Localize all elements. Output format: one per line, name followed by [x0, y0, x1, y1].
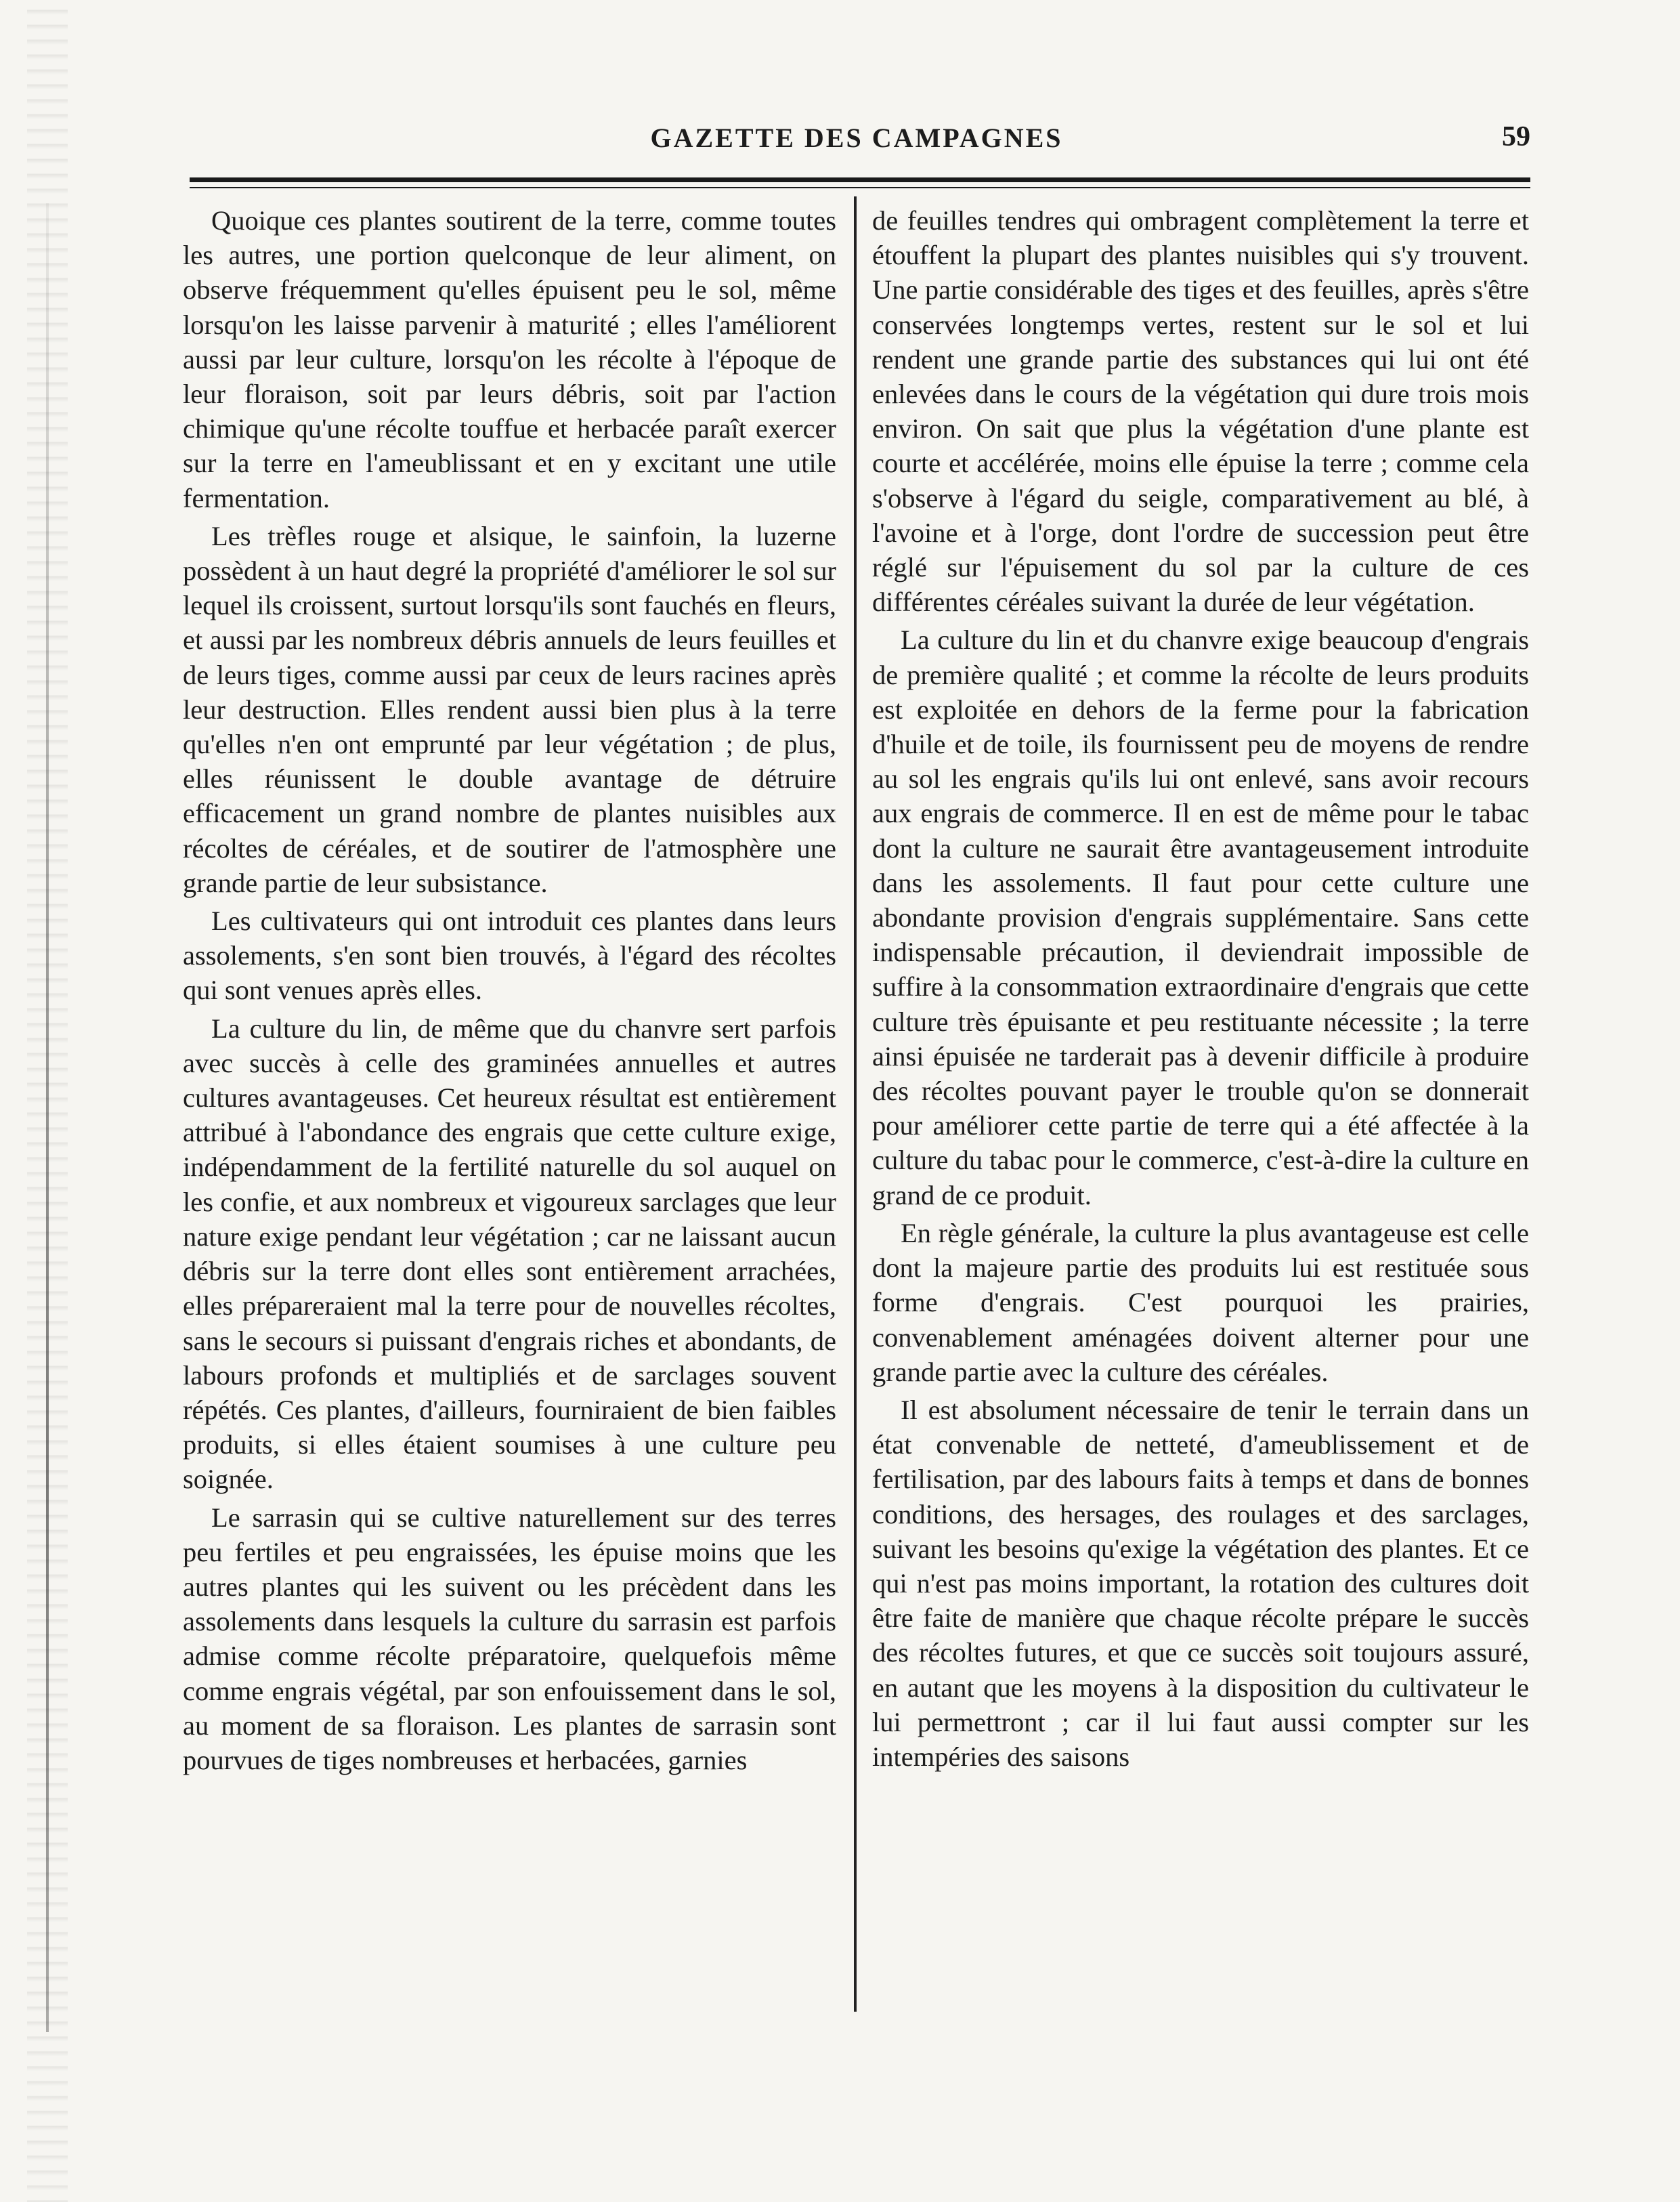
column-separator [854, 196, 857, 2012]
header-rule-thin [190, 187, 1530, 188]
paragraph: Il est absolument nécessaire de tenir le terrain dans un état convenable de netteté, d'ameublissement et de fertilisation, par des labours faits à temps et dans de bonnes conditions, des hersages, des roulages et des sarclages, suivant les besoins qu'exige la végétation des plantes. Et ce qui n'est pas moins important, la rotation des cultures doit être faite de manière que chaque récolte prépare le succès des récoltes futures, et que ce succès soit toujours assuré, en autant que les moyens à la disposition du cultivateur le lui permettront ; car il lui faut aussi compter sur les intempéries des saisons [872, 1394, 1529, 1772]
page-header [183, 115, 1530, 163]
paragraph: Les trèfles rouge et alsique, le sainfoin, la luzerne possèdent à un haut degré la propriété d'améliorer le sol sur lequel ils croissent, surtout lorsqu'ils sont fauchés en fleurs, et aussi par les nombreux débris annuels de leurs feuilles et de leurs tiges, comme aussi par ceux de leurs racines après leur destruction. Elles rendent aussi bien plus à la terre qu'elles n'en ont emprunté par leur végétation ; de plus, elles réunissent le double avantage de détruire efficacement un grand nombre de plantes nuisibles aux récoltes de céréales, et de soutirer de l'atmosphère une grande partie de leur subsistance. [183, 520, 836, 898]
page-number: 59 [1502, 121, 1530, 152]
scan-margin-shadow [46, 203, 49, 2032]
header-rule-thick [190, 177, 1530, 182]
paragraph: Quoique ces plantes soutirent de la terre, comme toutes les autres, une portion quelconque de leur aliment, on observe fréquemment qu'elles épuisent peu le sol, même lorsqu'on les laisse parvenir à maturité ; elles l'améliorent aussi par leur culture, lorsqu'on les récolte à l'époque de leur floraison, soit par leurs débris, soit par l'action chimique qu'une récolte touffue et herbacée paraît exercer sur la terre en l'ameublissant et en y excitant une utile fermentation. [183, 205, 836, 513]
paragraph: La culture du lin et du chanvre exige beaucoup d'engrais de première qualité ; et comme la récolte de leurs produits est exploitée en dehors de la ferme pour la fabrication d'huile et de toile, ils fournissent peu de moyens de rendre au sol les engrais qu'ils lui ont enlevé, sans avoir recours aux engrais de commerce. Il en est de même pour le tabac dont la culture ne saurait être avantageusement introduite dans les assolements. Il faut pour cette culture une abondante provision d'engrais supplémentaire. Sans cette indispensable précaution, il deviendrait impossible de suffire à la consommation extraordinaire d'engrais que cette culture très épuisante et peu restituante nécessite ; la terre ainsi épuisée ne tarderait pas à devenir difficile à produire des récoltes pouvant payer le trouble qu'on se donnerait pour améliorer cette partie de terre qui a été affectée à la culture du tabac pour le commerce, c'est-à-dire la culture en grand de ce produit. [872, 624, 1529, 1210]
paragraph: de feuilles tendres qui ombragent complètement la terre et étouffent la plupart des plantes nuisibles qui s'y trouvent. Une partie considérable des tiges et des feuilles, après s'être conservées longtemps vertes, restent sur le sol et lui rendent une grande partie des substances qui lui ont été enlevées dans le cours de la végétation qui dure trois mois environ. On sait que plus la végétation d'une plante est courte et accélérée, moins elle épuise la terre ; comme cela s'observe à l'égard du seigle, comparativement au blé, à l'avoine et à l'orge, dont l'ordre de succession peut être réglé sur l'épuisement du sol par la culture de ces différentes céréales suivant la durée de leur végétation. [872, 205, 1529, 618]
paragraph: En règle générale, la culture la plus avantageuse est celle dont la majeure partie des produits lui est restituée sous forme d'engrais. C'est pourquoi les prairies, convenablement aménagées doivent alterner pour une grande partie avec la culture des céréales. [872, 1217, 1529, 1387]
paragraph: Les cultivateurs qui ont introduit ces plantes dans leurs assolements, s'en sont bien trouvés, à l'égard des récoltes qui sont venues après elles. [183, 906, 836, 1006]
paragraph: Le sarrasin qui se cultive naturellement sur des terres peu fertiles et peu engraissées, les épuise moins que les autres plantes qui les suivent ou les précèdent dans les assolements dans lesquels la culture du sarrasin est parfois admise comme récolte préparatoire, quelquefois même comme engrais végétal, par son enfouissement dans le sol, au moment de sa floraison. Les plantes de sarrasin sont pourvues de tiges nombreuses et herbacées, garnies [183, 1502, 836, 1775]
running-title: GAZETTE DES CAMPAGNES [650, 123, 1063, 153]
right-column [872, 203, 1529, 1774]
paragraph: La culture du lin, de même que du chanvre sert parfois avec succès à celle des graminées annuelles et autres cultures avantageuses. Cet heureux résultat est entièrement attribué à l'abondance des engrais que cette culture exige, indépendamment de la fertilité naturelle du sol auquel on les confie, et aux nombreux et vigoureux sarclages que leur nature exige pendant leur végétation ; car ne laissant aucun débris sur la terre dont elles sont entièrement arrachées, elles prépareraient mal la terre pour de nouvelles récoltes, sans le secours si puissant d'engrais riches et abondants, de labours profonds et multipliés et de sarclages souvent répétés. Ces plantes, d'ailleurs, fourniraient de bien faibles produits, si elles étaient soumises à une culture peu soignée. [183, 1013, 836, 1495]
left-column [183, 203, 836, 1777]
